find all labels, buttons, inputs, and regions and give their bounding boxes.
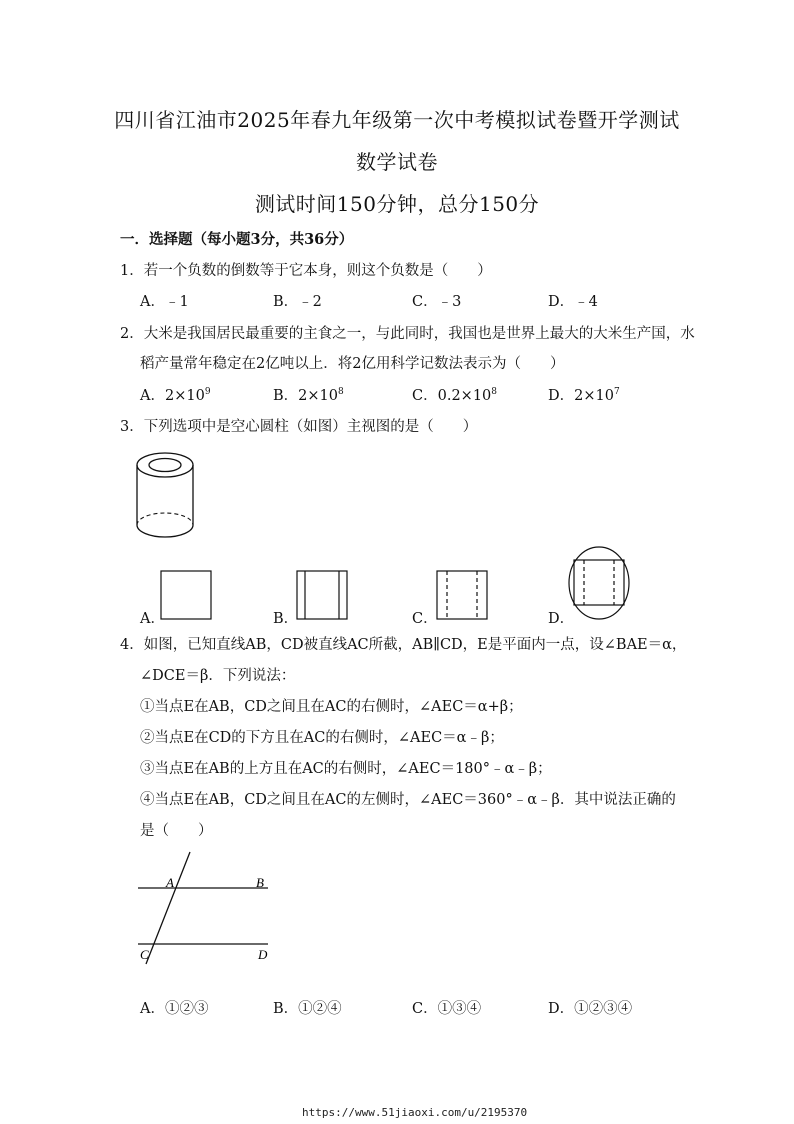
q4-option-d: D．①②③④ xyxy=(548,1001,633,1017)
q2-option-d: D．$2\times 10^7$ xyxy=(548,387,620,404)
q2-stem-line1: 2．大米是我国居民最重要的主食之一，与此同时，我国也是世界上最大的大米生产国，水 xyxy=(120,326,695,342)
q4-parallel-lines-figure xyxy=(130,848,280,968)
exam-title: 四川省江油市2025年春九年级第一次中考模拟试卷暨开学测试 xyxy=(114,108,680,132)
q4-option-b: B．①②④ xyxy=(273,1001,342,1017)
exam-time-info: 测试时间150分钟，总分150分 xyxy=(254,192,540,216)
q3-option-d-figure xyxy=(566,545,636,625)
q2-option-b: B．$2\times 10^8$ xyxy=(273,387,344,404)
q3-option-a-label: A． xyxy=(140,611,165,627)
q2-stem-line2: 稻产量常年稳定在2亿吨以上．将2亿用科学记数法表示为（ ） xyxy=(140,356,565,372)
q4-option-c: C．①③④ xyxy=(412,1001,482,1017)
q1-stem: 1．若一个负数的倒数等于它本身，则这个负数是（ ） xyxy=(120,263,492,279)
q3-option-c-label: C． xyxy=(412,611,438,627)
q1-option-c: C．﹣3 xyxy=(412,294,462,310)
q1-option-a: A．﹣1 xyxy=(140,294,189,310)
q2-option-c: C．$0.2\times 10^8$ xyxy=(412,387,498,404)
q4-stem-end: 是（ ） xyxy=(140,823,213,839)
footer-url[interactable]: https://www.51jiaoxi.com/u/2195370 xyxy=(302,1106,528,1119)
q4-option-a: A．①②③ xyxy=(140,1001,209,1017)
q2-option-a: A．$2\times 10^9$ xyxy=(140,387,211,404)
point-b-label: B xyxy=(256,875,264,890)
q3-option-b-label: B． xyxy=(273,611,299,627)
q3-option-c-figure xyxy=(436,570,491,620)
section-heading: 一．选择题（每小题3分，共36分） xyxy=(120,231,354,248)
q1-option-d: D．﹣4 xyxy=(548,294,598,310)
q4-statement-1: ①当点E在AB，CD之间且在AC的右侧时，∠AEC＝α+β； xyxy=(140,699,523,715)
q3-stem: 3．下列选项中是空心圆柱（如图）主视图的是（ ） xyxy=(120,419,478,435)
q4-statement-3: ③当点E在AB的上方且在AC的右侧时，∠AEC＝180°﹣α﹣β； xyxy=(140,761,552,777)
q3-option-b-figure xyxy=(296,570,351,620)
q1-option-b: B．﹣2 xyxy=(273,294,322,310)
point-d-label: D xyxy=(258,947,268,962)
point-c-label: C xyxy=(140,947,149,962)
q3-option-a-figure xyxy=(160,570,215,620)
q3-option-d-label: D． xyxy=(548,611,575,627)
q4-stem-line2: ∠DCE＝β．下列说法： xyxy=(140,668,296,684)
hollow-cylinder-figure xyxy=(130,445,210,540)
exam-subtitle: 数学试卷 xyxy=(356,150,438,174)
q4-statement-4: ④当点E在AB，CD之间且在AC的左侧时，∠AEC＝360°﹣α﹣β．其中说法正确的 xyxy=(140,792,676,808)
q4-statement-2: ②当点E在CD的下方且在AC的右侧时，∠AEC＝α﹣β； xyxy=(140,730,504,746)
point-a-label: A xyxy=(166,875,174,890)
q4-stem-line1: 4．如图，已知直线AB，CD被直线AC所截，AB∥CD，E是平面内一点，设∠BAE＝α， xyxy=(120,637,687,653)
